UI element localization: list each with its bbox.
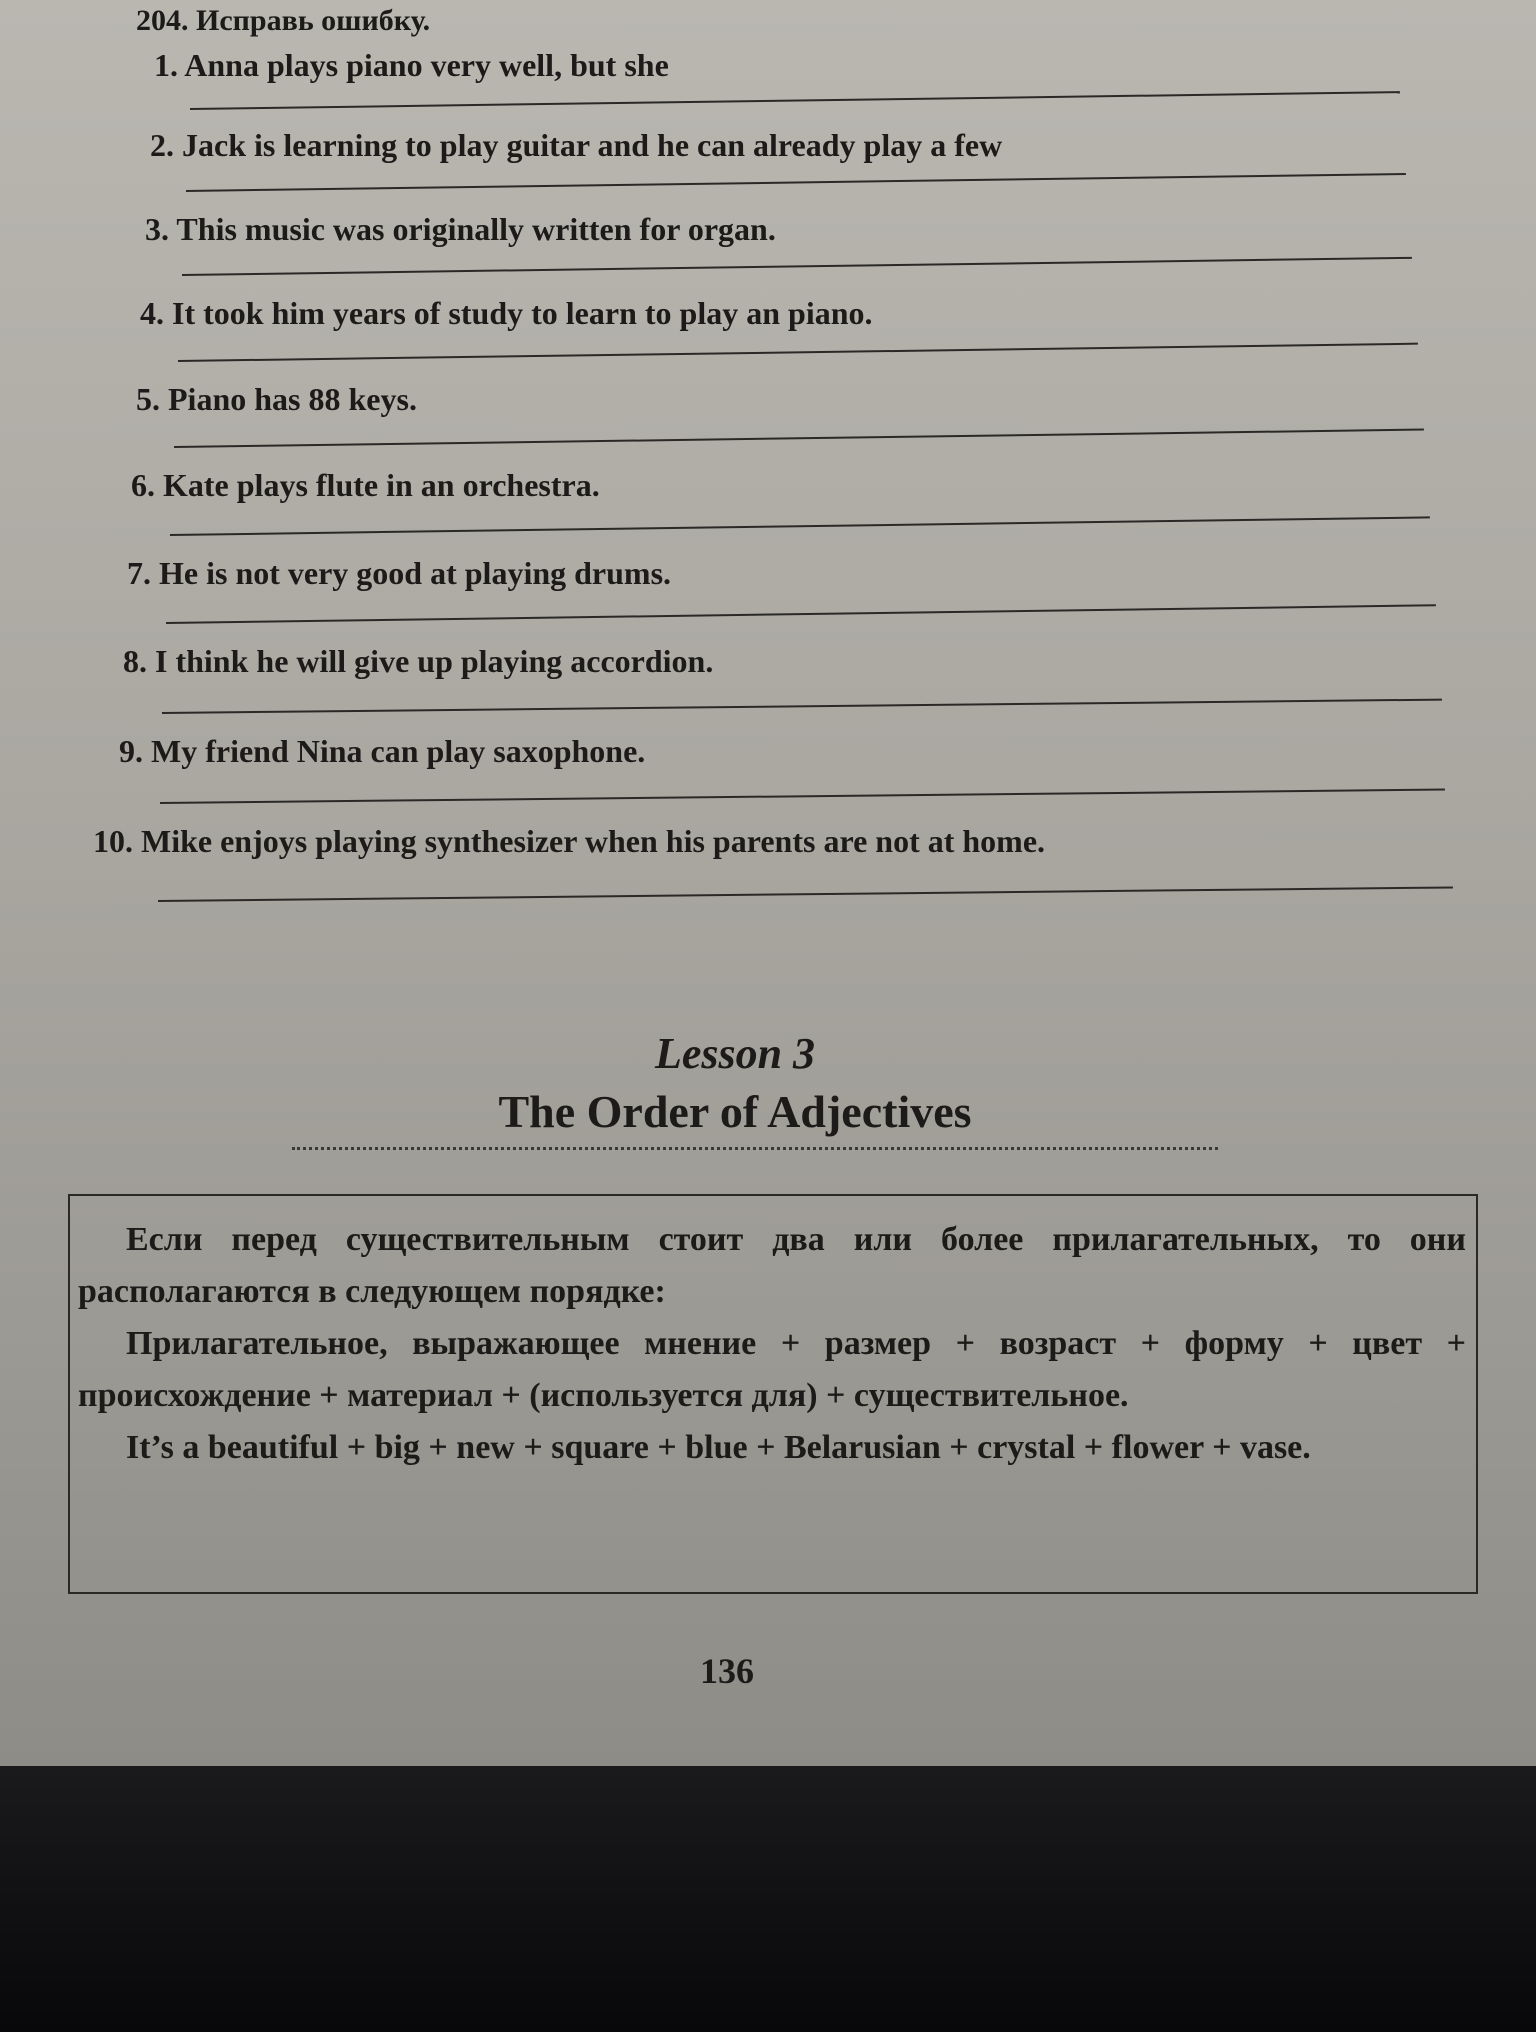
exercise-item-9: 9. My friend Nina can play saxophone. [119,733,646,769]
exercise-item-3: 3. This music was originally written for organ. [145,211,776,247]
rule-order: Прилагательное, выражающее мнение + размер + возраст + форму + цвет + происхождение + материал + (используется для) + существительное. [78,1325,1466,1414]
exercise-item-8: 8. I think he will give up playing accordion. [123,643,714,679]
dark-background [0,1766,1536,2032]
exercise-heading: 204. Исправь ошибку. [136,4,431,37]
title-divider [292,1147,1218,1150]
exercise-item-4: 4. It took him years of study to learn to play an piano. [140,295,873,331]
rule-intro: Если перед существительным стоит два или более прилагательных, то они располагаются в следующем порядке: [78,1221,1466,1310]
lesson-title: The Order of Adjectives [498,1086,972,1137]
answer-line [186,173,1406,192]
exercise-item-2: 2. Jack is learning to play guitar and he can already play a few [150,127,1003,163]
answer-line [166,604,1436,624]
exercise-item-1: 1. Anna plays piano very well, but she [154,47,669,83]
answer-line [182,257,1412,276]
exercise-item-6: 6. Kate plays flute in an orchestra. [131,467,600,503]
grammar-rule-box [68,1194,1478,1594]
lesson-number: Lesson 3 [654,1029,816,1078]
answer-line [174,429,1424,448]
rule-example: It’s a beautiful + big + new + square + blue + Belarusian + crystal + flower + vase. [126,1429,1311,1466]
answer-line [190,91,1400,110]
answer-line [178,343,1418,362]
answer-line [160,789,1445,804]
exercise-item-7: 7. He is not very good at playing drums. [127,555,672,591]
answer-line [170,516,1430,536]
exercise-item-10: 10. Mike enjoys playing synthesizer when his parents are not at home. [93,823,1046,859]
answer-line [158,886,1453,902]
page-number: 136 [700,1651,754,1691]
exercise-item-5: 5. Piano has 88 keys. [136,381,417,417]
answer-line [162,699,1442,714]
